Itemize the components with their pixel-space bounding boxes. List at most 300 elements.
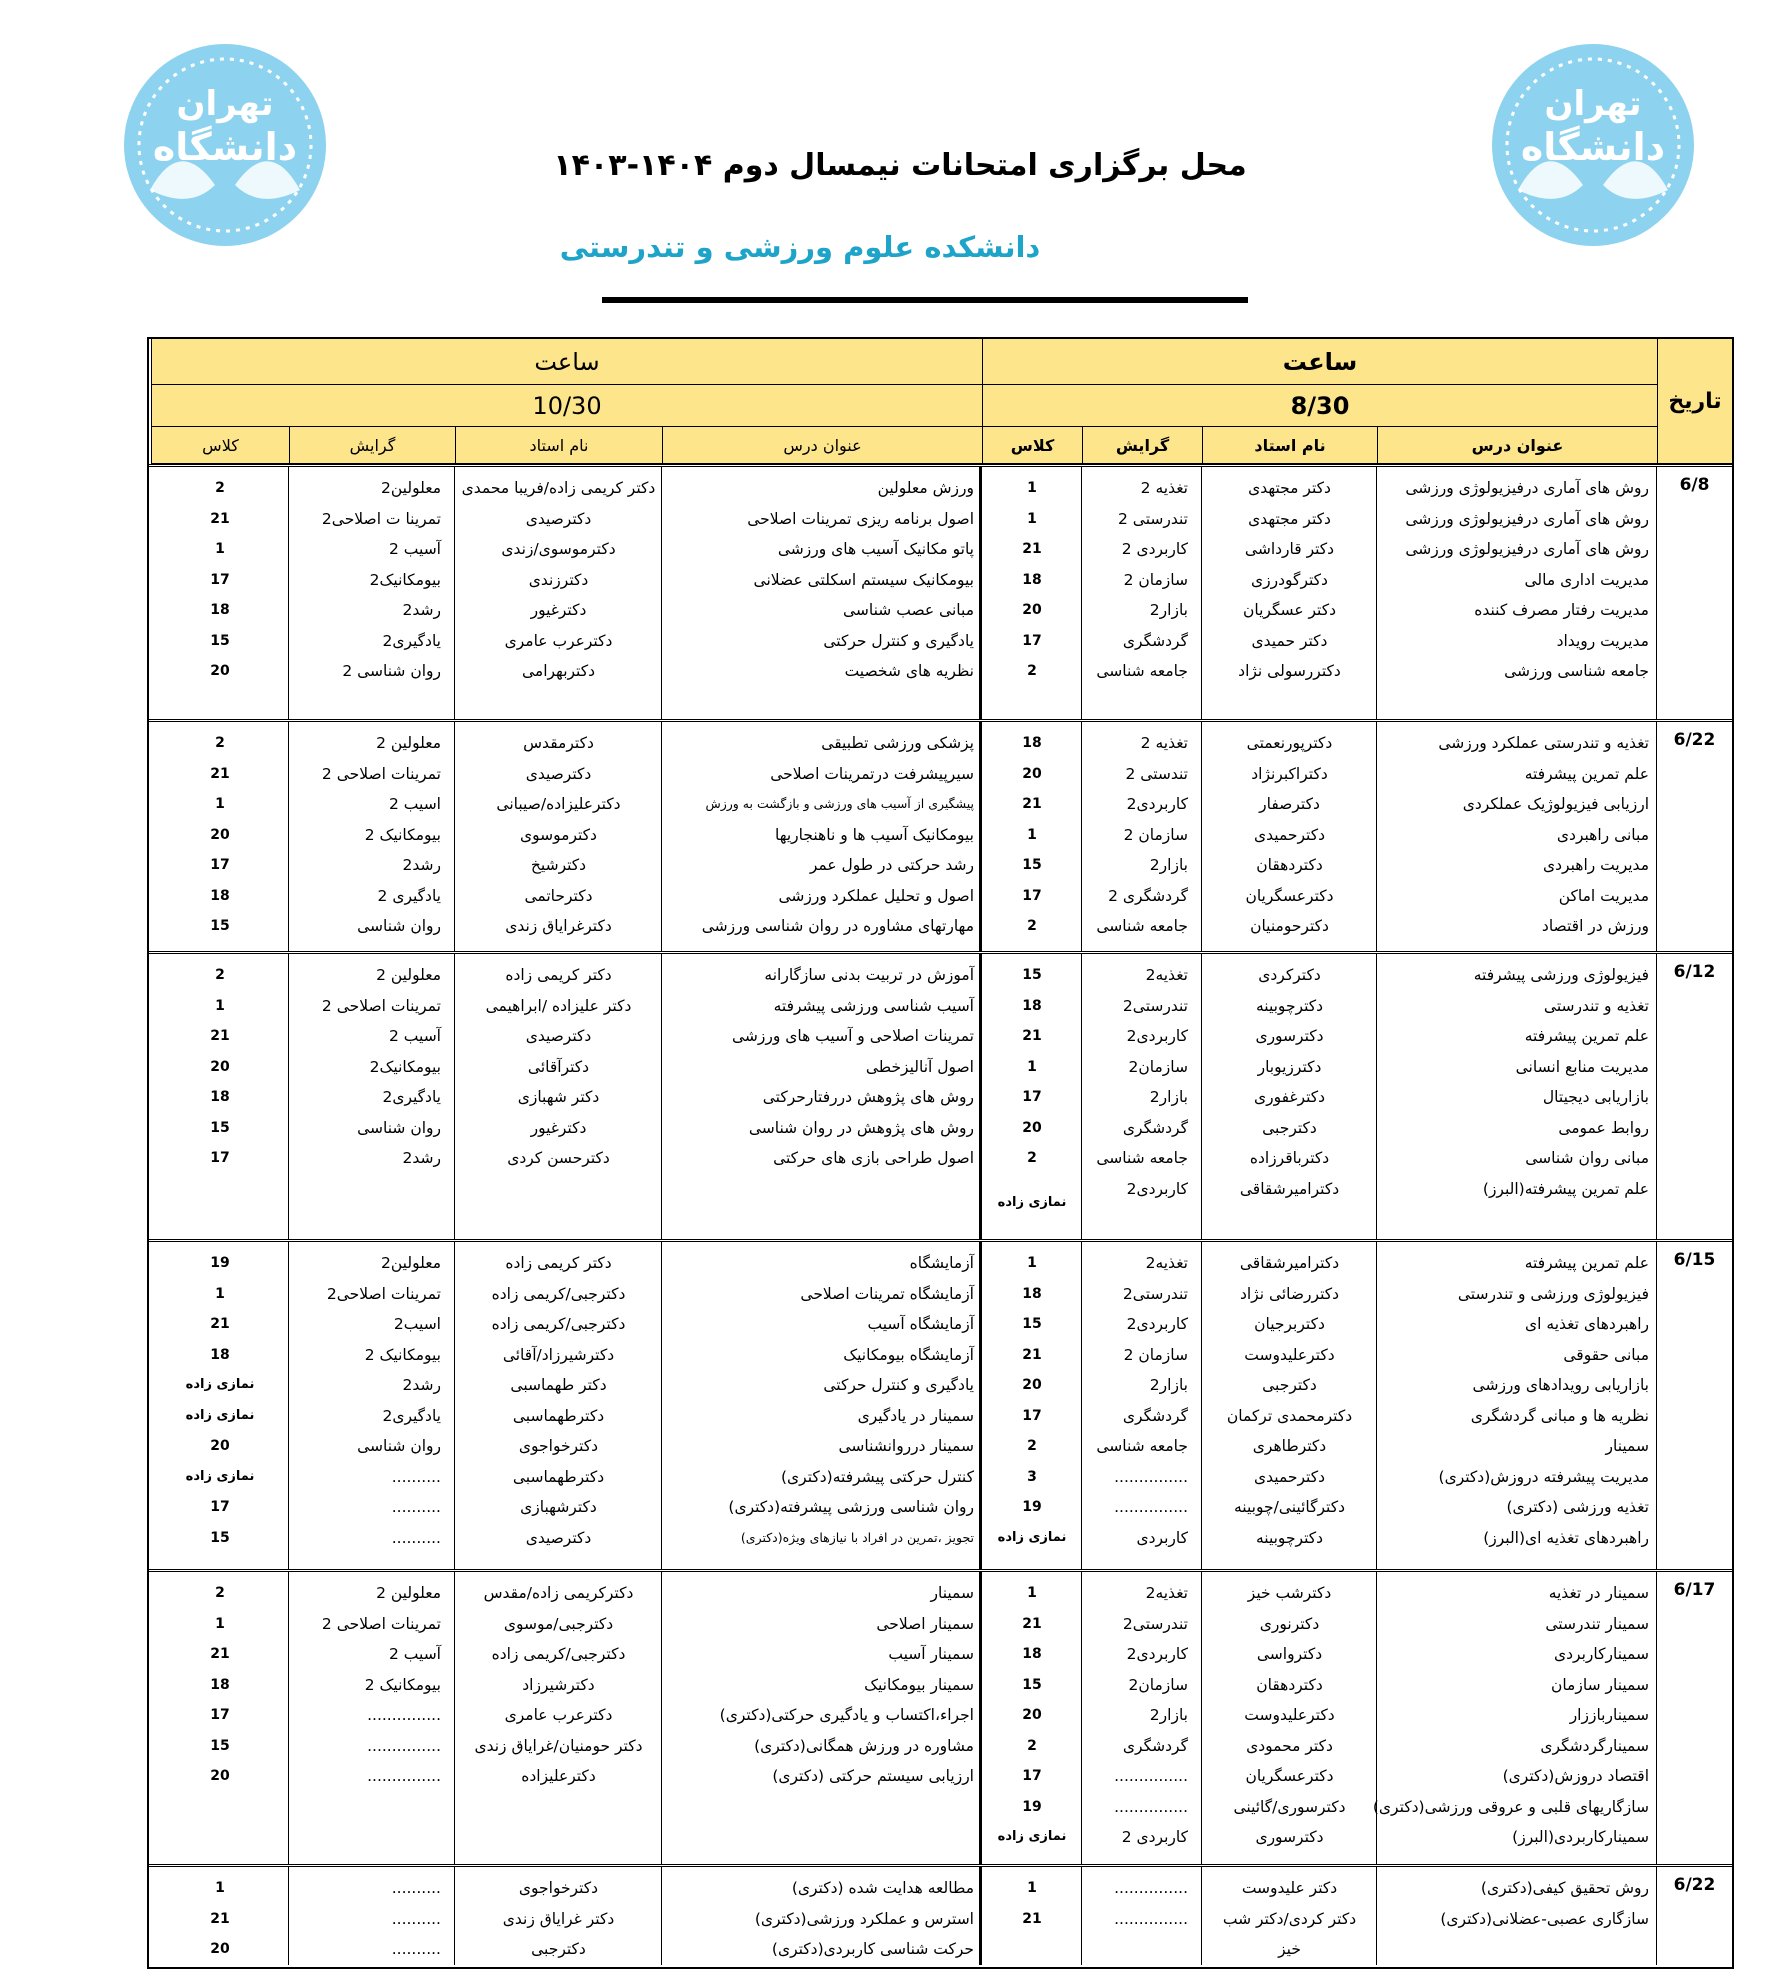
s1-class-note: نمازی زاده xyxy=(997,1195,1067,1210)
s1-course-cell: سمینار در تغذیه xyxy=(1548,1584,1649,1602)
slot2-time-label: ساعت xyxy=(151,339,982,385)
s1-course-cell: فیزیولوژی ورزشی پیشرفته xyxy=(1473,966,1649,984)
s2-prof-cell: دکترعلیزاده xyxy=(521,1767,596,1785)
s2-course-cell: مشاوره در ورزش همگانی(دکتری) xyxy=(754,1736,974,1755)
s1-class-cell: 21 xyxy=(1022,796,1042,812)
s1-course-cell: علم تمرین پیشرفته xyxy=(1524,1027,1649,1045)
s1-prof-cell: دکتر محمودی xyxy=(1246,1736,1333,1755)
s2-track-cell: آسیب 2 xyxy=(389,1645,441,1663)
s2-class-cell: 17 xyxy=(210,1707,230,1723)
s2-track-cell: .......... xyxy=(391,1909,441,1928)
s1-course-column xyxy=(1372,1572,1657,1853)
slot1-course-header: عنوان درس xyxy=(1377,427,1657,464)
s1-course-cell: روش های آماری درفیزیولوژی ورزشی xyxy=(1405,540,1649,558)
s2-course-cell: پاتو مکانیک آسیب های ورزشی xyxy=(777,540,974,558)
s1-course-cell: جامعه شناسی ورزشی xyxy=(1504,662,1649,680)
slot2-track-header: گرایش xyxy=(289,427,455,464)
s1-course-cell: مبانی راهبردی xyxy=(1556,825,1649,844)
s1-prof-cell: دکترگائینی/چوبینه xyxy=(1234,1498,1345,1516)
s2-prof-cell: دکترجبی/موسوی xyxy=(503,1614,614,1633)
s2-course-cell: ورزش معلولین xyxy=(877,479,974,497)
s2-prof-cell: دکترجبی/کریمی زاده xyxy=(491,1645,626,1663)
s2-class-cell: 15 xyxy=(210,1529,230,1546)
s2-course-cell: پیشگیری از آسیب های ورزشی و بازگشت به ورزش xyxy=(705,796,974,811)
s1-course-cell: روش های آماری درفیزیولوژی ورزشی xyxy=(1405,479,1649,497)
s2-prof-cell: دکترصیدی xyxy=(525,509,592,528)
s2-track-cell: آسیب 2 xyxy=(389,540,441,558)
s2-track-cell: معلولین 2 xyxy=(376,734,441,752)
s1-track-cell: سازمان 2 xyxy=(1123,825,1188,844)
s2-course-cell: روش های پژوهش در روان شناسی xyxy=(748,1118,974,1137)
s2-class-cell: 1 xyxy=(215,1880,225,1896)
s1-class-cell: 2 xyxy=(1027,663,1037,679)
s1-track-cell: کاربردی 2 xyxy=(1121,540,1188,558)
s1-class-cell: 17 xyxy=(1022,1768,1042,1784)
s1-class-cell: 15 xyxy=(1022,1316,1042,1332)
s2-class-column xyxy=(151,954,289,1174)
s2-class-cell: 17 xyxy=(210,1499,230,1515)
s2-track-cell: بیومکانیک 2 xyxy=(364,1675,441,1694)
s2-prof-cell: دکتر غرایاق زندی xyxy=(502,1909,615,1928)
s2-course-cell: یادگیری و کنترل حرکتی xyxy=(823,631,974,650)
s2-course-cell: اصول برنامه ریزی تمرینات اصلاحی xyxy=(747,509,974,528)
s2-class-cell: 21 xyxy=(210,1316,230,1332)
s2-course-cell: سمینار اصلاحی xyxy=(876,1614,974,1633)
s2-prof-cell: دکترعرب عامری xyxy=(504,631,613,650)
s1-class-cell: 20 xyxy=(1022,1707,1042,1723)
s1-prof-column xyxy=(1202,467,1377,687)
s2-course-cell: سمینار آسیب xyxy=(888,1645,974,1663)
s2-class-cell: 18 xyxy=(210,1089,230,1105)
s2-track-cell: رشد2 xyxy=(402,601,441,619)
s1-prof-column xyxy=(1202,722,1377,942)
s2-track-cell: یادگیری2 xyxy=(382,1406,441,1425)
s1-track-cell: کاربردی2 xyxy=(1126,1027,1188,1045)
s2-class-cell: 20 xyxy=(210,1768,230,1784)
s2-class-cell: 18 xyxy=(210,887,230,904)
s1-course-cell: مبانی حقوقی xyxy=(1563,1345,1649,1364)
s1-class-cell: 2 xyxy=(1027,918,1037,934)
s2-track-cell: .......... xyxy=(391,1940,441,1958)
s1-course-column xyxy=(1377,467,1657,687)
s1-prof-cell: دکترمحمدی ترکمان xyxy=(1226,1406,1353,1425)
s1-class-column xyxy=(982,1572,1082,1853)
s2-track-column xyxy=(289,1572,455,1792)
s1-prof-cell: دکترامیرشقاقی xyxy=(1239,1254,1340,1272)
s2-track-column xyxy=(289,954,455,1174)
s1-prof-cell: دکتردهقان xyxy=(1256,856,1323,874)
s2-track-cell: ............... xyxy=(367,1736,441,1755)
s2-prof-cell: دکترشهبازی xyxy=(520,1498,597,1516)
s2-prof-cell: دکتر کریمی زاده xyxy=(505,1254,612,1272)
s2-prof-cell: دکتر کریمی زاده xyxy=(505,966,612,984)
s1-prof-cell: دکترنوری xyxy=(1259,1614,1320,1633)
s1-course-cell: روش تحقیق کیفی(دکتری) xyxy=(1480,1879,1649,1897)
s1-prof-cell: دکترسوری/گائینی xyxy=(1233,1797,1346,1816)
s2-class-cell: 1 xyxy=(215,1285,225,1302)
s1-prof-cell: دکترامیرشقاقی xyxy=(1239,1179,1340,1198)
s2-track-cell: یادگیری 2 xyxy=(377,886,441,905)
s2-prof-cell: دکترزندی xyxy=(528,570,589,589)
s1-course-cell: ارزیابی فیزیولوژیک عملکردی xyxy=(1462,795,1649,813)
s1-course-cell: سمینارکاربردی(البرز) xyxy=(1512,1828,1649,1846)
title-underline xyxy=(602,297,1248,303)
date-header: تاریخ xyxy=(1657,339,1732,464)
s1-track-cell: ............... xyxy=(1114,1879,1188,1897)
s1-course-cell: سازگاری عصبی-عضلانی(دکتری) xyxy=(1440,1909,1649,1928)
s1-class-cell xyxy=(982,1934,1082,1965)
s1-course-cell: سمینار تندرستی xyxy=(1545,1614,1649,1633)
svg-text:تهران: تهران xyxy=(176,84,274,124)
s2-class-column xyxy=(151,1867,289,1965)
s2-course-cell: بیومکانیک آسیب ها و ناهنجاریها xyxy=(774,825,974,844)
s2-course-cell: سمینار بیومکانیک xyxy=(864,1675,974,1694)
s2-prof-cell: دکترطهماسبی xyxy=(512,1467,605,1486)
s1-prof-cell: دکتردهقان xyxy=(1256,1675,1323,1694)
s1-course-cell: روش های آماری درفیزیولوژی ورزشی xyxy=(1405,509,1649,528)
s2-class-cell: 20 xyxy=(210,1438,230,1454)
s1-prof-cell: دکتر مجتهدی xyxy=(1248,479,1331,497)
s1-class-column xyxy=(982,954,1082,1219)
s1-track-cell: کاربردی2 xyxy=(1126,1645,1188,1663)
s1-class-cell: 18 xyxy=(1022,571,1042,588)
faculty-subtitle: دانشکده علوم ورزشی و تندرستی xyxy=(559,230,1041,264)
s1-track-cell: تندرستی 2 xyxy=(1118,509,1188,528)
s2-track-cell: یادگیری2 xyxy=(382,1088,441,1106)
s1-class-column xyxy=(982,1242,1082,1553)
s2-prof-cell: دکترشیخ xyxy=(530,856,587,874)
s2-course-cell: مهارتهای مشاوره در روان شناسی ورزشی xyxy=(701,917,974,935)
s2-course-cell: بیومکانیک سیستم اسکلتی عضلانی xyxy=(753,570,974,589)
s1-track-cell: بازار2 xyxy=(1149,1706,1188,1724)
s2-prof-cell: دکترغرایاق زندی xyxy=(505,917,612,935)
s1-prof-cell: دکترجبی xyxy=(1262,1376,1317,1394)
s1-class-cell: 21 xyxy=(1022,541,1042,557)
s1-track-column xyxy=(1082,722,1202,942)
exam-date: 6/17 xyxy=(1673,1580,1716,1600)
s2-class-cell: 15 xyxy=(210,1737,230,1754)
s2-prof-cell: دکترصیدی xyxy=(525,764,592,783)
s1-course-cell: ورزش در اقتصاد xyxy=(1541,917,1649,935)
s1-class-cell: 2 xyxy=(1027,1737,1037,1754)
s1-course-cell: راهبردهای تغذیه ای xyxy=(1525,1315,1649,1333)
s1-prof-cell: دکتر قارداشی xyxy=(1244,540,1335,558)
s1-course-cell: سمینارگردشگری xyxy=(1540,1736,1649,1755)
s1-course-cell: مدیریت پیشرفته دروزش(دکتری) xyxy=(1438,1467,1649,1486)
s1-class-cell: 17 xyxy=(1022,632,1042,649)
s1-class-column xyxy=(982,467,1082,687)
s2-class-cell: 18 xyxy=(210,1346,230,1363)
s2-track-cell: .......... xyxy=(391,1528,441,1547)
s2-class-column xyxy=(151,1572,289,1792)
s2-track-cell: اسیب2 xyxy=(393,1315,441,1333)
s2-track-cell: تمرینات اصلاحی2 xyxy=(326,1284,441,1303)
s2-track-cell: رشد2 xyxy=(402,856,441,874)
s1-track-cell: جامعه شناسی xyxy=(1096,1437,1188,1455)
s2-course-cell: سیرپیشرفت درتمرینات اصلاحی xyxy=(770,764,974,783)
s1-prof-cell: دکترطاهری xyxy=(1252,1437,1327,1455)
s2-class-cell: 21 xyxy=(210,765,230,782)
s2-course-cell: آزمایشگاه xyxy=(909,1254,974,1272)
s1-class-cell: 18 xyxy=(1022,1285,1042,1302)
s2-class-cell: نمازی زاده xyxy=(185,1407,255,1423)
s1-class-cell: 17 xyxy=(1022,1407,1042,1424)
s2-prof-cell: دکترجبی xyxy=(531,1940,586,1958)
s2-prof-cell: دکترجبی/کریمی زاده xyxy=(491,1315,626,1333)
s1-track-cell: گردشگری xyxy=(1122,1736,1188,1755)
s2-track-cell: معلولین 2 xyxy=(376,966,441,984)
s2-prof-cell: دکترعلیزاده/صیبانی xyxy=(496,795,621,813)
exam-date: 6/15 xyxy=(1673,1250,1716,1270)
s1-class-column xyxy=(982,1867,1082,1965)
s1-class-cell: 18 xyxy=(1022,735,1042,751)
s1-track-cell: تندرستی2 xyxy=(1122,1284,1188,1303)
s2-track-cell: تمرینا ت اصلاحی2 xyxy=(321,509,441,528)
s1-class-cell: 19 xyxy=(1022,1499,1042,1515)
s2-prof-cell: دکترغیور xyxy=(530,601,587,619)
s1-prof-column xyxy=(1202,1867,1377,1965)
s1-track-cell: تغذیه 2 xyxy=(1140,479,1188,497)
s1-class-column xyxy=(982,722,1082,942)
s1-course-cell: مدیریت راهبردی xyxy=(1543,856,1649,874)
s1-class-cell: 1 xyxy=(1027,480,1037,496)
schedule-block xyxy=(149,1864,1732,1965)
s1-prof-cell: دکترواسی xyxy=(1256,1645,1323,1663)
exam-date: 6/12 xyxy=(1673,962,1716,982)
s1-track-column xyxy=(1082,954,1202,1204)
s1-course-cell: سمینارکاربردی xyxy=(1554,1645,1649,1663)
s1-prof-cell: دکترسوری xyxy=(1255,1828,1324,1846)
s1-track-cell: سازمان2 xyxy=(1128,1057,1188,1076)
s2-course-column xyxy=(662,1867,982,1965)
s2-class-cell: 21 xyxy=(210,1646,230,1662)
s1-prof-cell: دکترشب خیز xyxy=(1247,1584,1332,1602)
s2-prof-cell: دکترآقائی xyxy=(527,1057,590,1076)
s2-track-cell: ............... xyxy=(367,1767,441,1785)
s1-track-cell: بازار2 xyxy=(1149,601,1188,619)
s2-class-cell: 20 xyxy=(210,663,230,679)
s1-course-cell: مدیریت اماکن xyxy=(1558,886,1649,905)
s2-track-cell: معلولین2 xyxy=(381,1254,441,1272)
s1-course-cell: علم تمرین پیشرفته xyxy=(1524,1254,1649,1272)
s1-track-cell: سازمان 2 xyxy=(1123,1345,1188,1364)
s2-prof-cell: دکترعرب عامری xyxy=(504,1706,613,1724)
s1-class-cell: 21 xyxy=(1022,1028,1042,1044)
s2-track-cell: بیومکانیک 2 xyxy=(364,825,441,844)
s1-track-cell xyxy=(1082,1934,1202,1965)
s1-course-column xyxy=(1377,954,1657,1204)
s1-class-cell: 1 xyxy=(1027,826,1037,843)
s1-class-cell: 1 xyxy=(1027,1255,1037,1271)
schedule-block xyxy=(149,464,1732,719)
s1-class-cell: 15 xyxy=(1022,1676,1042,1693)
s2-course-column xyxy=(662,722,982,942)
svg-text:دانشگاه: دانشگاه xyxy=(152,125,298,169)
s1-course-cell: مبانی روان شناسی xyxy=(1525,1149,1649,1167)
s1-track-cell: گردشگری xyxy=(1122,1118,1188,1137)
s1-course-cell: علم تمرین پیشرفته(البرز) xyxy=(1482,1179,1649,1198)
s2-prof-cell: دکترمقدس xyxy=(523,734,594,752)
s2-track-cell: تمرینات اصلاحی 2 xyxy=(321,1614,441,1633)
s2-course-cell: یادگیری و کنترل حرکتی xyxy=(823,1376,974,1394)
slot1-time-label: ساعت xyxy=(982,339,1657,385)
s2-course-cell: آزمایشگاه تمرینات اصلاحی xyxy=(800,1284,974,1303)
s1-track-cell: گردشگری 2 xyxy=(1108,886,1188,905)
s2-track-cell: ............... xyxy=(367,1706,441,1724)
s1-class-cell: 18 xyxy=(1022,1646,1042,1662)
s2-track-cell: روان شناسی xyxy=(357,917,441,935)
s1-class-cell: 1 xyxy=(1027,1880,1037,1896)
s1-prof-cell: دکترغفوری xyxy=(1253,1088,1326,1106)
s1-class-cell: 19 xyxy=(1022,1798,1042,1815)
s2-class-cell: 17 xyxy=(210,857,230,873)
slot1-time: 8/30 xyxy=(982,385,1657,427)
s1-track-cell: کاربردی xyxy=(1136,1528,1188,1547)
s1-prof-cell: دکترعلیدوست xyxy=(1244,1345,1335,1364)
s1-class-cell: 2 xyxy=(1027,1150,1037,1166)
s2-course-cell: تمرینات اصلاحی و آسیب های ورزشی xyxy=(731,1027,974,1045)
s2-course-cell: سمینار xyxy=(930,1584,974,1602)
exam-date: 6/8 xyxy=(1679,475,1710,495)
schedule-block xyxy=(149,1239,1732,1569)
s2-class-column xyxy=(151,722,289,942)
s2-track-column xyxy=(289,1242,455,1553)
s1-course-cell: سازگاریهای قلبی و عروقی ورزشی(دکتری) xyxy=(1372,1797,1649,1816)
s1-class-cell: 2 xyxy=(1027,1438,1037,1454)
s1-track-cell: بازار2 xyxy=(1149,1088,1188,1106)
s1-class-cell: 1 xyxy=(1027,510,1037,527)
s2-class-cell: 20 xyxy=(210,1058,230,1075)
s2-prof-cell: دکترموسوی xyxy=(520,825,597,844)
s2-class-cell: نمازی زاده xyxy=(185,1468,255,1484)
s2-course-cell: تجویز ،تمرین در افراد با نیازهای ویژه(دکتری) xyxy=(740,1529,974,1545)
s1-track-cell: ............... xyxy=(1114,1767,1188,1785)
s1-track-cell: بازار2 xyxy=(1149,1376,1188,1394)
s2-course-cell: پزشکی ورزشی تطبیقی xyxy=(821,734,974,752)
s2-track-column xyxy=(289,467,455,687)
page-title: محل برگزاری امتحانات نیمسال دوم ۱۴۰۴-۱۴۰۳ xyxy=(553,148,1247,183)
s2-prof-cell: دکتر شهبازی xyxy=(517,1088,600,1106)
s2-prof-cell: دکترخواجوی xyxy=(518,1879,599,1897)
s2-course-cell: نظریه های شخصیت xyxy=(844,662,974,680)
s1-course-cell: اقتصاد دروزش(دکتری) xyxy=(1502,1767,1649,1785)
s1-track-cell: ............... xyxy=(1114,1467,1188,1486)
s1-class-cell: 18 xyxy=(1022,997,1042,1014)
s1-prof-cell: دکتر حمیدی xyxy=(1251,631,1328,650)
s1-track-cell: کاربردی2 xyxy=(1126,1315,1188,1333)
s1-class-cell: 21 xyxy=(1022,1910,1042,1927)
s2-track-cell: یادگیری2 xyxy=(382,631,441,650)
s2-course-cell: حرکت شناسی کاربردی(دکتری) xyxy=(771,1940,974,1958)
s1-class-cell: نمازی زاده xyxy=(997,1829,1067,1844)
university-logo-left xyxy=(110,40,340,250)
s1-track-column xyxy=(1082,1242,1202,1553)
s2-prof-column xyxy=(455,1572,662,1792)
s1-track-column xyxy=(1082,1867,1202,1965)
s2-track-cell: معلولین 2 xyxy=(376,1584,441,1602)
s1-track-cell: تندستی 2 xyxy=(1125,764,1188,783)
s2-track-cell: .......... xyxy=(391,1498,441,1516)
s2-track-column xyxy=(289,1867,455,1965)
s2-track-cell: بیومکانیک2 xyxy=(369,570,441,589)
s1-prof-cell: دکتر مجتهدی xyxy=(1248,509,1331,528)
s1-class-cell: 3 xyxy=(1027,1468,1037,1485)
s1-class-cell: 17 xyxy=(1022,1089,1042,1105)
s1-course-cell: تغذیه و تندرستی عملکرد ورزشی xyxy=(1438,734,1649,752)
s1-course-cell: تغذیه و تندرستی xyxy=(1543,996,1649,1015)
slot1-class-header: کلاس xyxy=(982,427,1082,464)
s1-class-cell: 15 xyxy=(1022,857,1042,873)
s1-track-cell: تندرستی2 xyxy=(1122,1614,1188,1633)
slot2-course-header: عنوان درس xyxy=(662,427,982,464)
s1-prof-cell: دکترگودرزی xyxy=(1251,570,1328,589)
s2-track-cell: بیومکانیک2 xyxy=(369,1057,441,1076)
schedule-block xyxy=(149,951,1732,1239)
s2-track-cell: روان شناسی 2 xyxy=(342,662,441,680)
s2-class-cell: 17 xyxy=(210,1150,230,1166)
s2-course-column xyxy=(662,1242,982,1553)
s2-class-cell: 20 xyxy=(210,826,230,843)
s1-prof-cell: دکترکردی xyxy=(1258,966,1321,984)
s2-course-cell: مطالعه هدایت شده (دکتری) xyxy=(791,1879,974,1897)
s2-course-cell: مبانی عصب شناسی xyxy=(843,601,974,619)
s1-prof-cell: دکترچوبینه xyxy=(1255,996,1324,1015)
s1-course-cell: مدیریت اداری مالی xyxy=(1524,570,1649,589)
s1-prof-cell: دکترزیوبار xyxy=(1257,1057,1322,1076)
s1-track-cell: جامعه شناسی xyxy=(1096,917,1188,935)
s1-track-cell: گردشگری xyxy=(1122,1406,1188,1425)
s2-course-cell: استرس و عملکرد ورزشی(دکتری) xyxy=(754,1909,974,1928)
s1-track-cell: بازار2 xyxy=(1149,856,1188,874)
s2-course-cell: آزمایشگاه بیومکانیک xyxy=(843,1345,974,1364)
s2-course-cell: اصول طراحی بازی های حرکتی xyxy=(773,1149,974,1167)
s1-class-cell: 20 xyxy=(1022,1119,1042,1136)
s2-course-cell: روش های پژوهش دررفتارحرکتی xyxy=(762,1088,974,1106)
s2-class-cell: 18 xyxy=(210,602,230,618)
s1-course-cell: روابط عمومی xyxy=(1558,1118,1649,1137)
s2-course-cell: آسیب شناسی ورزشی پیشرفته xyxy=(773,996,974,1015)
s1-track-cell: گردشگری xyxy=(1122,631,1188,650)
s1-track-cell: ............... xyxy=(1114,1498,1188,1516)
s1-prof-cell: دکترباقرزاده xyxy=(1249,1149,1330,1167)
s1-class-cell: 20 xyxy=(1022,602,1042,618)
s2-course-cell: رشد حرکتی در طول عمر xyxy=(809,856,974,874)
s2-class-cell: 21 xyxy=(210,510,230,527)
s2-course-cell: روان شناسی ورزشی پیشرفته(دکتری) xyxy=(728,1498,974,1516)
s2-prof-cell: دکترشیرزاد/آقائی xyxy=(502,1345,615,1364)
s1-class-cell: 20 xyxy=(1022,765,1042,782)
s2-prof-cell: دکترغیور xyxy=(530,1118,587,1137)
s1-track-cell: سازمان2 xyxy=(1128,1675,1188,1694)
s2-class-cell: 15 xyxy=(210,1119,230,1136)
s1-track-cell: جامعه شناسی xyxy=(1096,662,1188,680)
slot1-track-header: گرایش xyxy=(1082,427,1202,464)
s2-track-cell: بیومکانیک 2 xyxy=(364,1345,441,1364)
s2-track-cell: روان شناسی xyxy=(357,1437,441,1455)
s2-prof-column xyxy=(455,467,662,687)
s2-class-cell: 19 xyxy=(210,1255,230,1271)
s2-track-cell: تمرینات اصلاحی 2 xyxy=(321,996,441,1015)
exam-schedule-table xyxy=(147,337,1734,1969)
s2-prof-cell: دکتر علیزاده /ابراهیمی xyxy=(485,996,632,1015)
s1-prof-cell: دکترحومنیان xyxy=(1250,917,1329,935)
s2-course-cell: اصول آنالیزخطی xyxy=(865,1057,974,1076)
s1-course-column xyxy=(1377,1867,1657,1965)
s1-prof-cell: دکترصفار xyxy=(1259,795,1320,813)
s1-prof-cell: دکتررسولی نژاد xyxy=(1238,662,1341,680)
s1-track-cell: تغذیه 2 xyxy=(1140,734,1188,752)
s1-track-cell: تندرستی2 xyxy=(1122,996,1188,1015)
